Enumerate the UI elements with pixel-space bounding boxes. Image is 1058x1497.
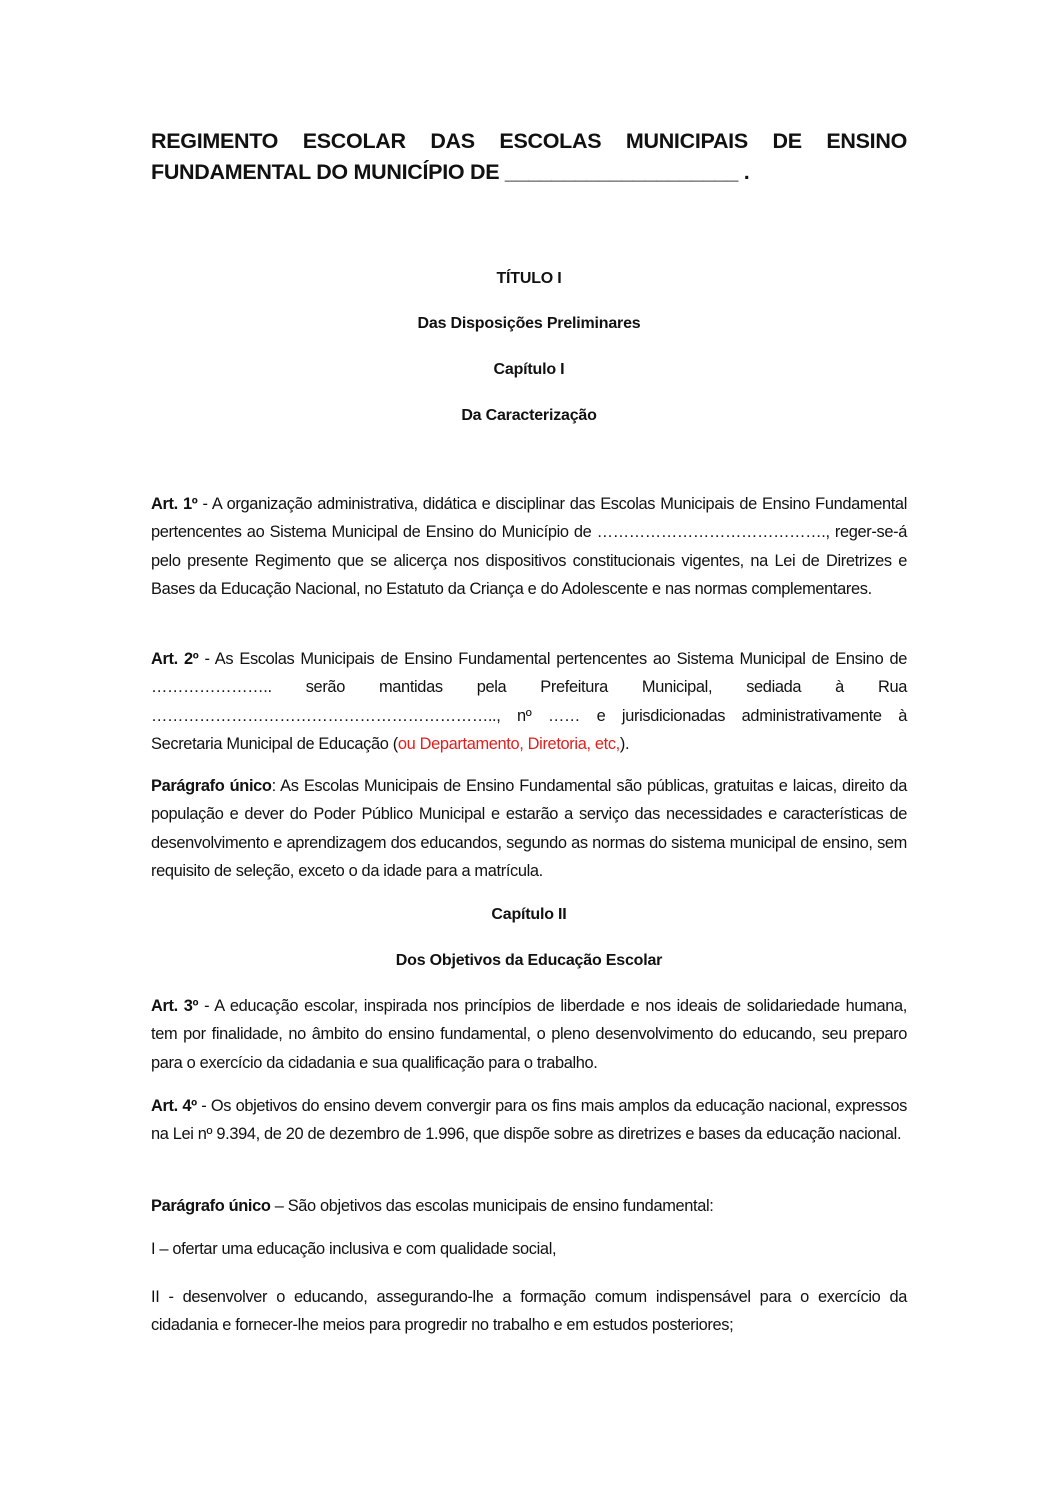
capitulo-2-subtitle: Dos Objetivos da Educação Escolar (395, 952, 663, 969)
article-4-paragrafo-unico (151, 1192, 907, 1220)
paragrafo-unico-text-2: – São objetivos das escolas municipais de ensino fundamental: (270, 1197, 714, 1215)
capitulo-1-subtitle: Da Caracterização (461, 407, 597, 424)
article-3 (151, 992, 907, 1077)
article-1-label: Art. 1º (151, 495, 198, 513)
article-2-paragrafo-unico (151, 772, 907, 885)
article-2-label: Art. 2º (151, 650, 199, 668)
paragrafo-unico-label: Parágrafo único (151, 777, 272, 795)
titulo-subtitle: Das Disposições Preliminares (417, 315, 641, 332)
article-4-label: Art. 4º (151, 1097, 197, 1115)
title-line-1: REGIMENTO ESCOLAR DAS ESCOLAS MUNICIPAIS DE ENSINO (151, 129, 907, 153)
article-2 (151, 645, 907, 758)
paragrafo-unico-text: : As Escolas Municipais de Ensino Fundamental são públicas, gratuitas e laicas, direito da população e dever do Poder Público Municipal e estarão a serviço das necessidades e características de desenvolvimento e aprendizagem dos educandos, segundo as normas do sistema municipal de ensino, sem requisito de seleção, exceto o da idade para a matrícula. (151, 777, 908, 880)
article-1-text: - A organização administrativa, didática e disciplinar das Escolas Municipais de Ensino Fundamental pertencentes ao Sistema Municipal de Ensino do Município de ……………………………………., reger-se-á pelo presente Regimento que se alicerça nos dispositivos constitucionais vigentes, na Lei de Diretrizes e Bases da Educação Nacional, no Estatuto da Criança e do Adolescente e nas normas complementares. (151, 495, 907, 598)
article-4 (151, 1092, 907, 1149)
document-title (151, 126, 907, 188)
article-3-text: - A educação escolar, inspirada nos princípios de liberdade e nos ideais de solidariedade humana, tem por finalidade, no âmbito do ensino fundamental, o pleno desenvolvimento do educando, seu preparo para o exercício da cidadania e sua qualificação para o trabalho. (151, 997, 907, 1072)
article-3-label: Art. 3º (151, 997, 199, 1015)
article-2-text: - As Escolas Municipais de Ensino Fundamental pertencentes ao Sistema Municipal de Ensino de ………………….. serão mantidas pela Prefeitura Municipal, sediada à Rua ……………………………………………………….., nº …… e jurisdicionadas administrativamente à Secretaria Municipal de Educação ( (151, 650, 907, 753)
title-line-2: FUNDAMENTAL DO MUNICÍPIO DE ____________________ . (151, 160, 750, 184)
article-4-text: - Os objetivos do ensino devem convergir para os fins mais amplos da educação nacional, expressos na Lei nº 9.394, de 20 de dezembro de 1.996, que dispõe sobre as diretrizes e bases da educação nacional. (151, 1097, 907, 1144)
capitulo-2-heading: Capítulo II (491, 906, 567, 923)
titulo-heading: TÍTULO I (496, 270, 562, 287)
article-2-text-end: ). (619, 734, 630, 753)
article-1 (151, 490, 907, 603)
list-item-1: I – ofertar uma educação inclusiva e com qualidade social, (151, 1240, 557, 1258)
paragrafo-unico-label-2: Parágrafo único (151, 1197, 271, 1215)
capitulo-1-heading: Capítulo I (493, 361, 565, 378)
article-2-red-note: ou Departamento, Diretoria, etc, (397, 734, 620, 753)
list-item-2: II - desenvolver o educando, assegurando-lhe a formação comum indispensável para o exercício da cidadania e fornecer-lhe meios para progredir no trabalho e em estudos posteriores; (151, 1288, 907, 1335)
